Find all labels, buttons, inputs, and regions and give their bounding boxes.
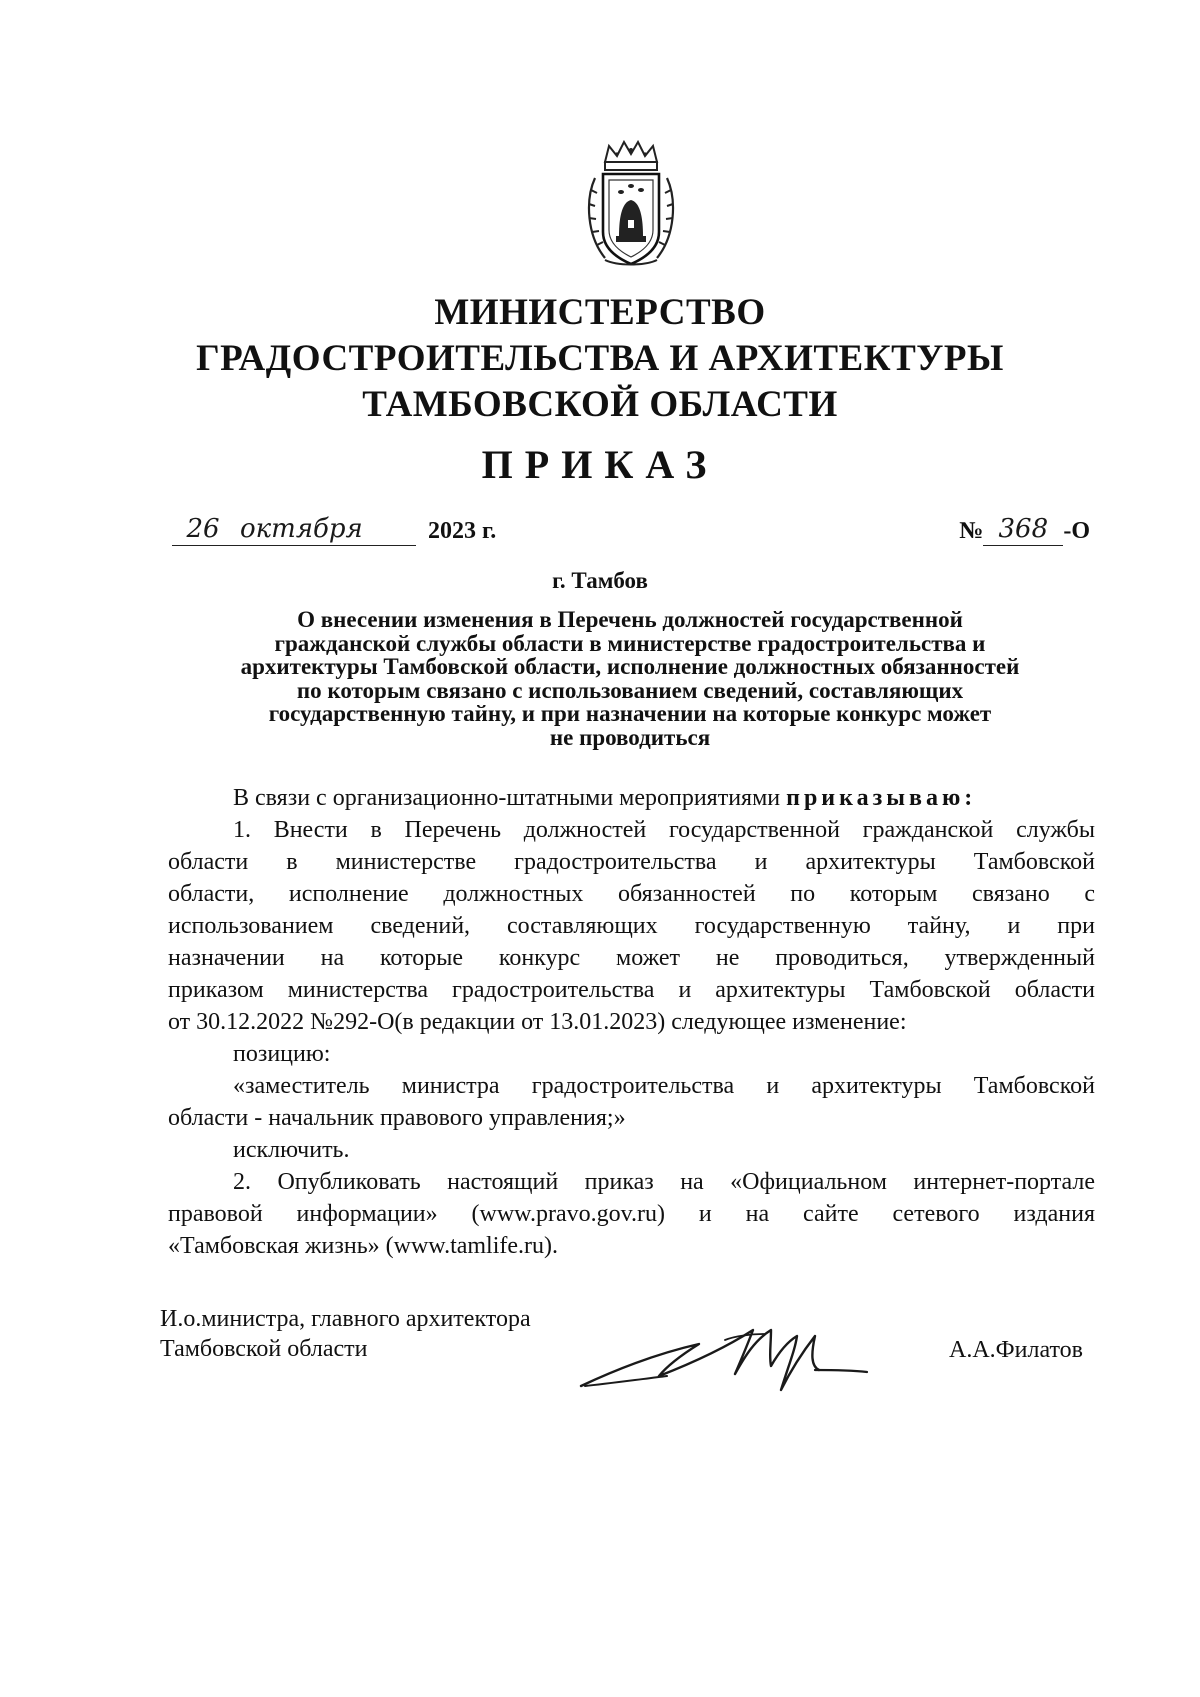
handwritten-signature [575,1300,875,1400]
date-day-handwritten: 26 [172,514,234,546]
order-word: приказываю: [786,785,977,811]
paragraph-2-line: правовой информации» (www.pravo.gov.ru) и на сайте сетевого издания [168,1201,1095,1227]
paragraph-2-line: 2. Опубликовать настоящий приказ на «Официальном интернет-портале [233,1169,1095,1195]
subject-line: архитектуры Тамбовской области, исполнение должностных обязанностей [240,654,1020,679]
subject-line: гражданской службы области в министерстве градостроительства и [274,630,986,656]
paragraph-1-line: приказом министерства градостроительства и архитектуры Тамбовской области [168,977,1095,1003]
date-year: 2023 г. [428,518,497,544]
signatory-title [160,1304,531,1364]
order-subject [160,608,1100,749]
subject-line: не проводиться [549,724,711,750]
number-sign: № [959,518,984,544]
ministry-name-line-3: ТАМБОВСКОЙ ОБЛАСТИ [362,384,838,425]
signatory-name: А.А.Филатов [949,1337,1083,1363]
date-month-handwritten: октября [234,514,416,546]
number-suffix: -О [1063,518,1090,544]
paragraph-2-line: «Тамбовская жизнь» (www.tamlife.ru). [168,1233,559,1259]
order-body [168,782,1095,1262]
paragraph-1-line: назначении на которые конкурс может не проводиться, утвержденный [168,945,1095,971]
subject-line: по которым связано с использованием сведений, составляющих [296,677,964,703]
intro-text: В связи с организационно-штатными мероприятиями [233,785,781,811]
paragraph-1-line: от 30.12.2022 №292-О(в редакции от 13.01.2023) следующее изменение: [168,1009,907,1035]
order-number [959,506,1090,546]
intro-paragraph [168,782,1095,814]
ministry-name-line-1: МИНИСТЕРСТВО [434,292,766,333]
signatory-title-line: Тамбовской области [160,1336,368,1362]
signatory-title-line: И.о.министра, главного архитектора [160,1306,531,1332]
tambov-coat-of-arms-icon [583,140,679,270]
subject-line: О внесении изменения в Перечень должностей государственной [297,607,963,632]
number-value-handwritten: 368 [983,514,1063,546]
paragraph-1-line: использованием сведений, составляющих государственную тайну, и при [168,913,1095,939]
order-date [172,506,496,546]
paragraph-1-line: области, исполнение должностных обязанностей по которым связано с [168,881,1095,907]
city-name: г. Тамбов [552,568,648,593]
paragraph-1-line: 1. Внести в Перечень должностей государственной гражданской службы [233,817,1095,843]
ministry-name-line-2: ГРАДОСТРОИТЕЛЬСТВА И АРХИТЕКТУРЫ [196,338,1004,379]
position-label: позицию: [233,1041,331,1067]
quoted-position-line: «заместитель министра градостроительства и архитектуры Тамбовской [233,1073,1095,1099]
exclude-instruction: исключить. [233,1137,350,1163]
quoted-position-line: области - начальник правового управления;» [168,1105,626,1131]
document-type-title: ПРИКАЗ [481,442,719,487]
paragraph-1-line: области в министерстве градостроительства и архитектуры Тамбовской [168,849,1095,875]
subject-line: государственную тайну, и при назначении на которые конкурс может [268,701,992,726]
